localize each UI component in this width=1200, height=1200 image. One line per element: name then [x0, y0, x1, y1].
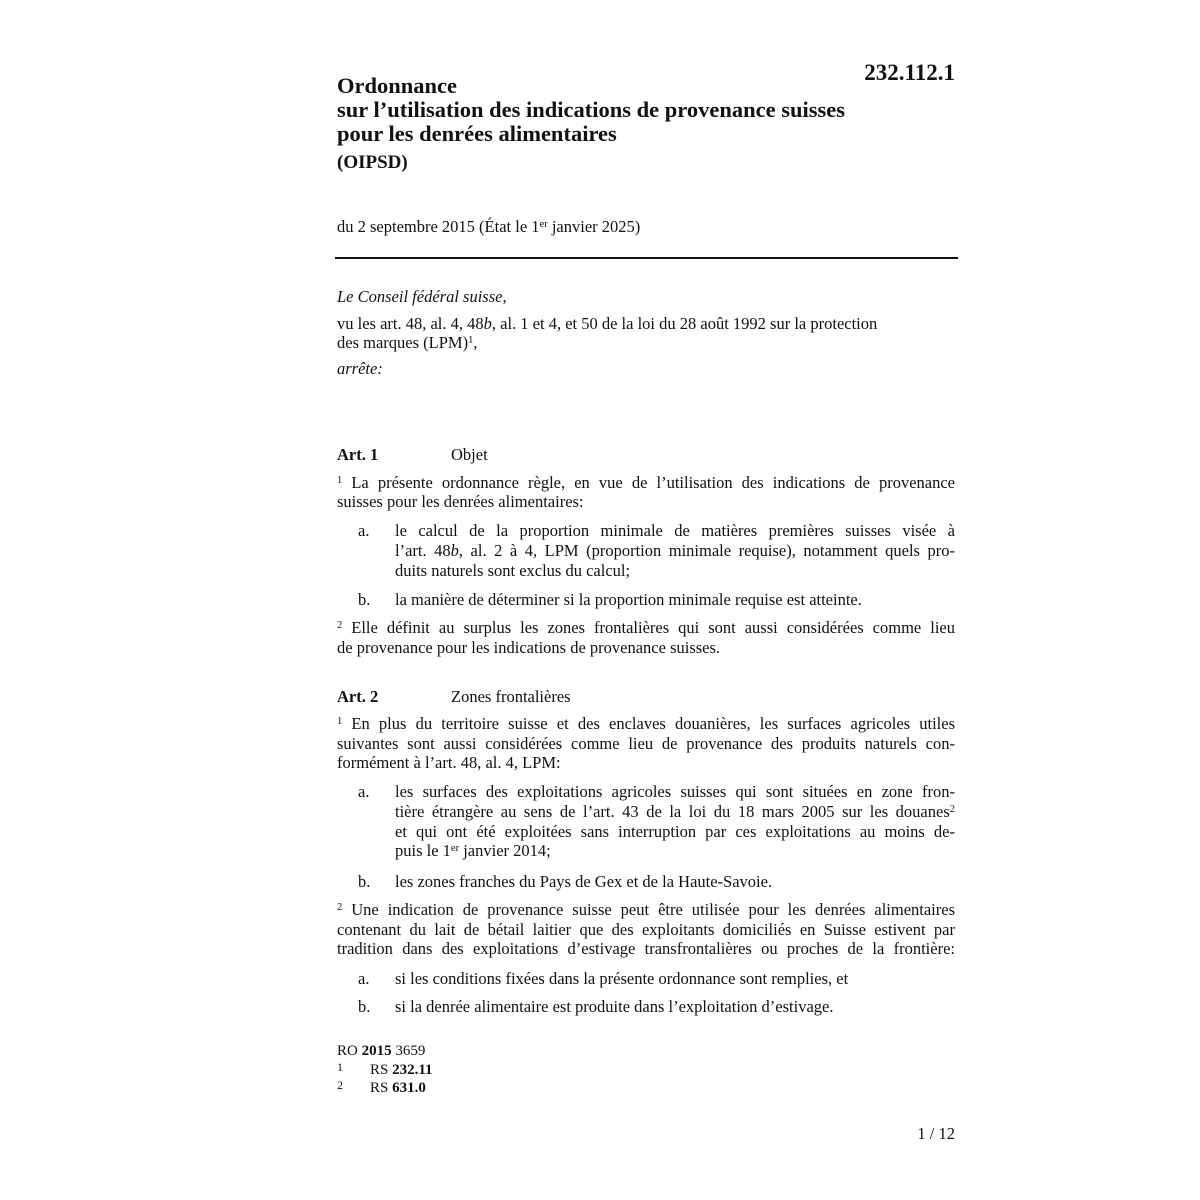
text-run: duits naturels sont exclus du calcul;	[395, 561, 631, 580]
text-run: janvier 2025)	[547, 217, 641, 236]
paragraph-line	[337, 638, 720, 658]
superscript: 1	[337, 716, 343, 727]
text-run: , al. 2 à 4, LPM (proportion minimale requise), notamment quels pro-	[458, 541, 955, 560]
text-run: puis le 1	[395, 841, 451, 860]
text-run: les surfaces des exploitations agricoles suisses qui sont situées en zone fron-	[395, 782, 955, 801]
text-run: le calcul de la proportion minimale de matières premières suisses visée à	[395, 521, 955, 540]
superscript: 2	[337, 620, 343, 631]
superscript: er	[450, 843, 460, 854]
footnote-text	[370, 1062, 433, 1079]
paragraph-line	[337, 734, 955, 754]
superscript: 1	[337, 475, 343, 486]
text-run: 2015	[361, 1043, 392, 1059]
list-item-line	[395, 521, 955, 541]
footnote-text	[370, 1080, 426, 1097]
article-number: Art. 2	[337, 687, 379, 706]
list-item-line	[395, 590, 862, 610]
text-run: La présente ordonnance règle, en vue de l’utilisation des indications de provenance	[342, 473, 955, 492]
list-label: b.	[358, 590, 371, 609]
list-item-line	[395, 872, 772, 892]
text-run: arrête:	[337, 359, 383, 378]
abbreviation: (OIPSD)	[337, 152, 408, 173]
header-divider	[335, 257, 958, 259]
text-run: suivantes sont aussi considérées comme lieu de provenance des produits naturels con-	[337, 734, 955, 753]
list-item-line	[395, 841, 551, 861]
list-item-line	[395, 969, 848, 989]
text-run: RO	[337, 1043, 362, 1059]
text-run: 631.0	[392, 1080, 426, 1096]
article-title: Zones frontalières	[451, 687, 571, 706]
list-label: b.	[358, 872, 371, 891]
list-label: a.	[358, 782, 370, 801]
text-run: b	[483, 314, 492, 333]
text-run: ,	[473, 333, 478, 352]
text-run: b	[450, 541, 459, 560]
list-item-line	[395, 782, 955, 802]
superscript: er	[539, 219, 548, 230]
text-run: vu les art. 48, al. 4, 48	[337, 314, 484, 333]
text-run: 3659	[391, 1043, 426, 1059]
list-item-line	[395, 997, 833, 1017]
paragraph-line	[337, 714, 955, 734]
list-item-line	[395, 802, 955, 822]
paragraph-line	[337, 618, 955, 638]
paragraph-line	[337, 939, 955, 959]
superscript: 2	[949, 804, 955, 815]
text-run: janvier 2014;	[459, 841, 551, 860]
footnote-number: 1	[337, 1060, 343, 1074]
document-number: 232.112.1	[864, 60, 955, 85]
list-item-line	[395, 561, 630, 581]
list-label: a.	[358, 521, 370, 540]
paragraph-line	[337, 492, 584, 512]
text-run: tradition dans des exploitations d’estivage transfrontalières ou proches de la frontière:	[337, 939, 955, 958]
title-line: pour les denrées alimentaires	[337, 121, 617, 146]
text-run: les zones franches du Pays de Gex et de la Haute-Savoie.	[395, 872, 773, 891]
document-date	[337, 217, 640, 237]
article-number: Art. 1	[337, 445, 379, 464]
text-run: du 2 septembre 2015 (État le 1	[337, 217, 540, 236]
text-run: RS	[370, 1080, 393, 1096]
page-number: 1 / 12	[917, 1124, 955, 1143]
superscript: 2	[337, 902, 343, 913]
paragraph-line	[337, 333, 477, 353]
paragraph-line	[337, 753, 561, 773]
paragraph-line	[337, 359, 383, 379]
text-run: En plus du territoire suisse et des enclaves douanières, les surfaces agricoles utiles	[342, 714, 955, 733]
footnote-source	[337, 1043, 425, 1060]
paragraph-line	[337, 900, 955, 920]
text-run: contenant du lait de bétail laitier que des exploitants domiciliés en Suisse estivent par	[337, 920, 955, 939]
footnote-number: 2	[337, 1078, 343, 1092]
title-line: sur l’utilisation des indications de provenance suisses	[337, 97, 846, 122]
text-run: RS	[370, 1062, 393, 1078]
paragraph-line	[337, 920, 955, 940]
text-run: des marques (LPM)	[337, 333, 469, 352]
list-item-line	[395, 541, 955, 561]
superscript: 1	[468, 335, 474, 346]
text-run: suisses pour les denrées alimentaires:	[337, 492, 584, 511]
article-title: Objet	[451, 445, 488, 464]
list-item-line	[395, 822, 955, 842]
text-run: formément à l’art. 48, al. 4, LPM:	[337, 753, 561, 772]
list-label: a.	[358, 969, 370, 988]
text-run: et qui ont été exploitées sans interruption par ces exploitations au moins de-	[395, 822, 955, 841]
paragraph-line	[337, 287, 507, 307]
text-run: 232.11	[392, 1062, 433, 1078]
text-run: si les conditions fixées dans la présente ordonnance sont remplies, et	[395, 969, 849, 988]
list-label: b.	[358, 997, 371, 1016]
text-run: Une indication de provenance suisse peut être utilisée pour les denrées alimentaires	[342, 900, 955, 919]
text-run: si la denrée alimentaire est produite dans l’exploitation d’estivage.	[395, 997, 834, 1016]
text-run: Elle définit au surplus les zones frontalières qui sont aussi considérées comme lieu	[342, 618, 955, 637]
text-run: la manière de déterminer si la proportion minimale requise est atteinte.	[395, 590, 862, 609]
text-run: de provenance pour les indications de provenance suisses.	[337, 638, 721, 657]
paragraph-line	[337, 473, 955, 493]
text-run: l’art. 48	[395, 541, 451, 560]
paragraph-line	[337, 314, 877, 334]
title-line: Ordonnance	[337, 73, 458, 98]
text-run: Le Conseil fédéral suisse,	[337, 287, 507, 306]
text-run: , al. 1 et 4, et 50 de la loi du 28 août 1992 sur la protection	[491, 314, 878, 333]
text-run: tière étrangère au sens de l’art. 43 de la loi du 18 mars 2005 sur les douanes	[395, 802, 950, 821]
